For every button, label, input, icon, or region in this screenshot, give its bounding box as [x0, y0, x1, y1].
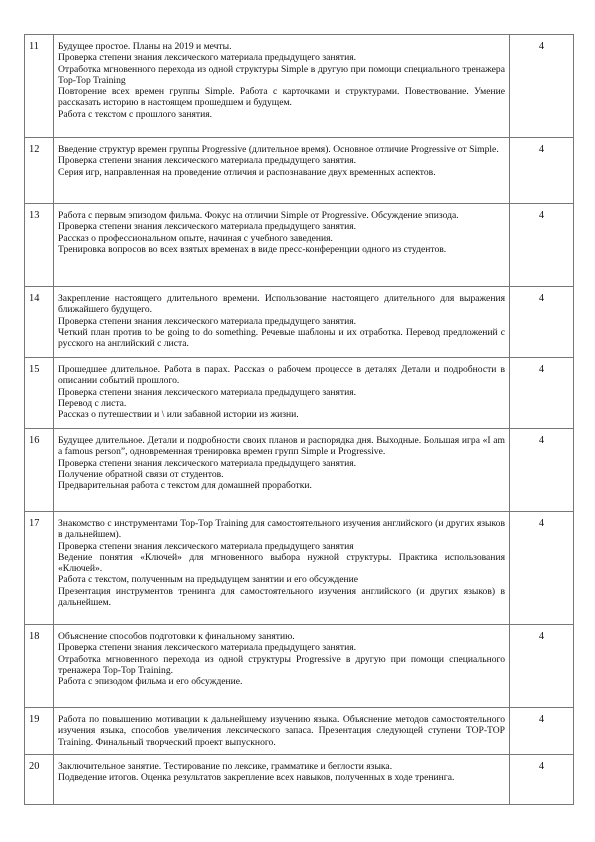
- lesson-number: 20: [25, 755, 54, 805]
- lesson-description-line: Заключительное занятие. Тестирование по лексике, грамматике и беглости языка.: [58, 761, 393, 772]
- lesson-description: [54, 708, 510, 755]
- lesson-hours: 4: [510, 358, 574, 429]
- lesson-description-line: Презентация инструментов тренинга для самостоятельного изучения английского (и других языков) в дальнейшем.: [58, 585, 505, 609]
- lesson-description: [54, 358, 510, 429]
- lesson-number: 19: [25, 708, 54, 755]
- lesson-row: [25, 35, 574, 138]
- lesson-description-line: Работа по повышению мотивации к дальнейшему изучению языка. Объяснение методов самостоятельного изучения языка, способов увеличения лексического запаса. Презентация следующей ступени TOP-TOP Training. Финальный творческий проект выпускного.: [58, 714, 505, 748]
- lesson-description-line: Проверка степени знания лексического материала предыдущего занятия.: [58, 386, 357, 398]
- lesson-description-line: Прошедшее длительное. Работа в парах. Рассказ о рабочем процессе в деталях Детали и подробности в описании событий прошлого.: [58, 364, 505, 387]
- lesson-description-line: Работа с первым эпизодом фильма. Фокус на отличии Simple от Progressive. Обсуждение эпизода.: [58, 210, 459, 221]
- lesson-description-line: Тренировка вопросов во всех взятых временах в виде пресс-конференции одного из студентов.: [58, 243, 447, 255]
- lesson-number: 14: [25, 287, 54, 358]
- lesson-description-line: Рассказ о путешествии и \ или забавной истории из жизни.: [58, 409, 299, 421]
- lesson-row: [25, 512, 574, 625]
- lesson-row: [25, 755, 574, 805]
- lesson-hours: 4: [510, 708, 574, 755]
- lesson-description-line: Проверка степени знания лексического материала предыдущего занятия.: [58, 457, 357, 469]
- lesson-description-line: Закрепление настоящего длительного времени. Использование настоящего длительного для выражения ближайшего будущего.: [58, 293, 505, 316]
- lesson-description-line: Будущее простое. Планы на 2019 и мечты.: [58, 41, 232, 52]
- lesson-description-line: Проверка степени знания лексического материала предыдущего занятия.: [58, 642, 357, 654]
- lesson-description-line: Четкий план против to be going to do something. Речевые шаблоны и их отработка. Перевод предложений с русского на английский с листа.: [58, 326, 505, 350]
- lesson-number: 17: [25, 512, 54, 625]
- lesson-row: [25, 625, 574, 708]
- lesson-description: [54, 287, 510, 358]
- lesson-description-line: Знакомство с инструментами Top-Top Training для самостоятельного изучения английского (и других языков в дальнейшем).: [58, 518, 505, 541]
- lesson-description: [54, 204, 510, 287]
- lesson-description-line: Перевод с листа.: [58, 397, 127, 409]
- lesson-description-line: Повторение всех времен группы Simple. Работа с карточками и структурами. Повествование. Умение рассказать историю в настоящем прошедшем и будущем.: [58, 86, 505, 109]
- lesson-number: 18: [25, 625, 54, 708]
- lesson-description-line: Предварительная работа с текстом для домашней проработки.: [58, 480, 312, 492]
- lesson-plan-table: [24, 34, 574, 805]
- lesson-description-line: Проверка степени знания лексического материала предыдущего занятия.: [58, 315, 357, 327]
- lesson-row: [25, 708, 574, 755]
- lesson-description-line: Получение обратной связи от студентов.: [58, 468, 224, 480]
- lesson-plan-body: [25, 35, 574, 805]
- lesson-row: [25, 429, 574, 512]
- lesson-hours: 4: [510, 204, 574, 287]
- lesson-description-line: Проверка степени знания лексического материала предыдущего занятия.: [58, 52, 357, 64]
- lesson-description-line: Отработка мгновенного перехода из одной структуры Simple в другую при помощи специального тренажера Top-Top Training: [58, 63, 505, 86]
- lesson-description-line: Работа с эпизодом фильма и его обсуждение.: [58, 676, 243, 688]
- lesson-hours: 4: [510, 138, 574, 204]
- lesson-description-line: Подведение итогов. Оценка результатов закрепление всех навыков, полученных в ходе тренинга.: [58, 772, 455, 784]
- lesson-description-line: Рассказ о профессиональном опыте, начиная с учебного заведения.: [58, 232, 333, 244]
- lesson-description: [54, 35, 510, 138]
- lesson-description-line: Проверка степени знания лексического материала предыдущего занятия.: [58, 221, 357, 233]
- lesson-row: [25, 138, 574, 204]
- lesson-hours: 4: [510, 512, 574, 625]
- lesson-hours: 4: [510, 429, 574, 512]
- lesson-description-line: Проверка степени знания лексического материала предыдущего занятия: [58, 540, 354, 552]
- lesson-number: 11: [25, 35, 54, 138]
- lesson-row: [25, 204, 574, 287]
- lesson-description: [54, 755, 510, 805]
- lesson-hours: 4: [510, 35, 574, 138]
- lesson-hours: 4: [510, 625, 574, 708]
- lesson-row: [25, 358, 574, 429]
- lesson-description: [54, 429, 510, 512]
- lesson-description-line: Работа с текстом, полученным на предыдущем занятии и его обсуждение: [58, 574, 358, 586]
- lesson-description-line: Будущее длительное. Детали и подробности своих планов и распорядка дня. Выходные. Большая игра «I am a famous person”, одновременная тренировка времен групп Simple и Progressive.: [58, 435, 505, 458]
- lesson-number: 15: [25, 358, 54, 429]
- lesson-number: 16: [25, 429, 54, 512]
- lesson-description-line: Работа с текстом с прошлого занятия.: [58, 108, 213, 120]
- lesson-description-line: Проверка степени знания лексического материала предыдущего занятия.: [58, 155, 357, 167]
- lesson-number: 12: [25, 138, 54, 204]
- lesson-description: [54, 512, 510, 625]
- lesson-description: [54, 138, 510, 204]
- lesson-description-line: Отработка мгновенного перехода из одной структуры Progressive в другую при помощи специального тренажера Top-Top Training.: [58, 653, 505, 676]
- lesson-description: [54, 625, 510, 708]
- lesson-description-line: Объяснение способов подготовки к финальному занятию.: [58, 631, 295, 642]
- lesson-number: 13: [25, 204, 54, 287]
- lesson-row: [25, 287, 574, 358]
- lesson-hours: 4: [510, 755, 574, 805]
- lesson-description-line: Серия игр, направленная на проведение отличия и распознавание двух временных аспектов.: [58, 166, 436, 178]
- lesson-description-line: Ведение понятия «Ключей» для мгновенного выбора нужной структуры. Практика использования «Ключей».: [58, 551, 505, 575]
- lesson-hours: 4: [510, 287, 574, 358]
- lesson-description-line: Введение структур времен группы Progressive (длительное время). Основное отличие Progressive от Simple.: [58, 144, 499, 155]
